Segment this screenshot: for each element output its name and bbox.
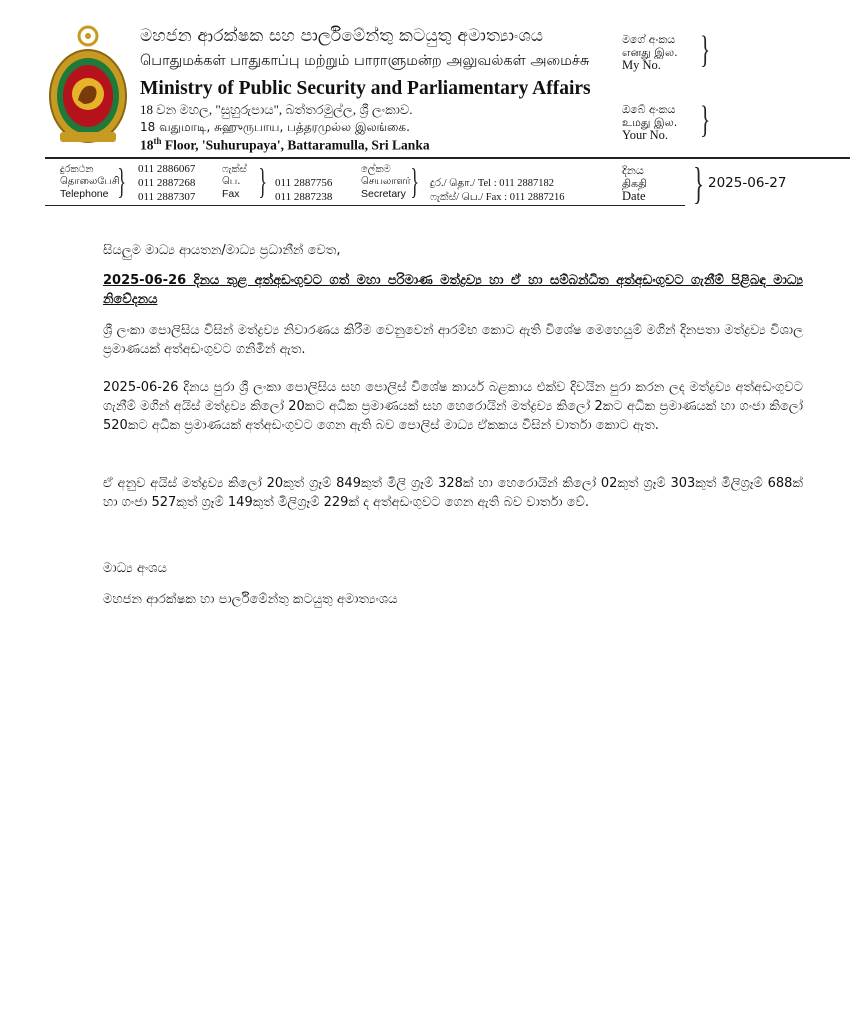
telephone-label	[60, 164, 120, 200]
my-no-label-en: My No.	[622, 58, 661, 72]
paragraph-2: 2025-06-26 දිනය පුරා ශ්‍රී ලංකා පොලිසිය සහ පොලිස් විශේෂ කාර්ය බළකාය එක්ව දිවයින පුරා කරන ලද මත්ද්‍රව්‍ය අත්අඩංගුවට ගැනීම් මගින් අයිස් මත්ද්‍රව්‍ය කිලෝ 20කට අධික ප්‍රමාණයක් සහ හෙරොයින් මත්ද්‍රව්‍ය කිලෝ 2කට අධික ප්‍රමාණයක් හා ගංජා කිලෝ 520කට අධික ප්‍රමාණයක් අත්අඩංගුවට ගෙන ඇති බව පොලිස් මාධ්‍ය ඒකකය විසින් වාර්තා කොට ඇත.	[103, 380, 803, 433]
telephone-label-ta: தொலைபேசி	[60, 176, 120, 187]
fax-label-si: ෆැක්ස්	[222, 164, 247, 175]
secretary-label-en: Secretary	[361, 188, 406, 200]
brace-icon: }	[693, 159, 704, 208]
header-divider	[45, 157, 850, 159]
telephone-label-en: Telephone	[60, 188, 109, 200]
fax-numbers	[275, 176, 332, 204]
fax-number: 011 2887238	[275, 191, 333, 203]
your-number-field	[622, 99, 711, 142]
date-label-ta: திகதி	[622, 177, 648, 190]
ministry-signature: මහජන ආරක්ෂක හා පාර්ලිමේන්තු කටයුතු අමාත්‍යංශය	[103, 592, 398, 607]
sri-lanka-emblem-icon	[46, 24, 130, 146]
brace-icon: }	[258, 161, 267, 201]
subject-heading: 2025-06-26 දිනය තුළ අත්අඩංගුවට ගත් මහා පරිමාණ මත්ද්‍රව්‍ය හා ඒ හා සම්බන්ධිත අත්අඩංගුවට ගැනීම් පිළිබඳ මාධ්‍ය නිවේදනය	[103, 273, 803, 307]
telephone-number: 011 2887268	[138, 177, 196, 189]
ministry-name-tamil: பொதுமக்கள் பாதுகாப்பு மற்றும் பாராளுமன்ற அலுவல்கள் அமைச்சு	[140, 53, 590, 69]
address-floor-number: 18	[140, 137, 154, 153]
fax-label-en: Fax	[222, 188, 240, 200]
your-no-label-ta: உமது இல.	[622, 116, 678, 129]
my-no-label-ta: எனது இல.	[622, 46, 678, 59]
fax-label	[222, 164, 247, 200]
my-no-label-si: මගේ අංකය	[622, 33, 676, 46]
brace-icon: }	[117, 161, 126, 201]
secretary-fax: ෆැක්ස්/ பெ./ Fax : 011 2887216	[430, 192, 565, 203]
department-signature: මාධ්‍ය අංශය	[103, 561, 167, 576]
secretary-label-ta: செயலாளர்	[361, 176, 411, 187]
brace-icon: }	[700, 99, 711, 141]
address-english	[140, 136, 430, 154]
address-floor-suffix: th	[153, 136, 162, 146]
date-label-en: Date	[622, 189, 646, 203]
contact-divider	[45, 205, 685, 206]
brace-icon: }	[700, 29, 711, 71]
your-no-label-en: Your No.	[622, 128, 668, 142]
paragraph-1: ශ්‍රී ලංකා පොලිසිය විසින් මත්ද්‍රව්‍ය නිවාරණය කිරීම වෙනුවෙන් ආරම්භ කොට ඇති විශේෂ මෙහෙයුම් මගින් දිනපතා මත්ද්‍රව්‍ය විශාල ප්‍රමාණයක් අත්අඩංගුවට ගනිමින් ඇත.	[103, 323, 803, 357]
address-sinhala: 18 වන මහල, "සුහුරුපාය", බත්තරමුල්ල, ශ්‍රී ලංකාව.	[140, 102, 413, 117]
salutation: සියලුම මාධ්‍ය ආයතන/මාධ්‍ය ප්‍රධානීන් වෙත,	[103, 243, 341, 258]
letter-date: 2025-06-27	[708, 175, 787, 191]
telephone-number: 011 2886067	[138, 163, 196, 175]
secretary-numbers	[430, 177, 564, 205]
date-label-si: දිනය	[622, 164, 644, 177]
brace-icon: }	[410, 161, 419, 201]
telephone-numbers	[138, 162, 195, 204]
address-tamil: 18 வதுமாடி, சுஹுருபாய, பத்தரமுல்ல இலங்கை.	[140, 120, 410, 134]
ministry-name-sinhala: මහජන ආරක්ෂක සහ පාර්ලිමේන්තු කටයුතු අමාත්‍යාංශය	[140, 26, 544, 46]
my-number-field	[622, 29, 711, 72]
paragraph-3: ඒ අනුව අයිස් මත්ද්‍රව්‍ය කිලෝ 20කුත් ග්‍රෑම් 849කුත් මිලි ග්‍රෑම් 328ක් හා හෙරොයින් කිලෝ 02කුත් ග්‍රෑම් 303කුත් මිලිග්‍රෑම් 688ක් හා ගංජා 527කුත් ග්‍රෑම් 149කුත් මිලිග්‍රෑම් 229ක් ද අත්අඩංගුවට ගෙන ඇති බව වාර්තා වේ.	[103, 476, 803, 510]
fax-number: 011 2887756	[275, 177, 333, 189]
your-no-label-si: ඔබේ අංකය	[622, 103, 676, 116]
ministry-name-english: Ministry of Public Security and Parliamentary Affairs	[140, 78, 591, 99]
telephone-number: 011 2887307	[138, 191, 196, 203]
date-label	[622, 164, 647, 203]
address-rest: Floor, 'Suhurupaya', Battaramulla, Sri Lanka	[161, 137, 430, 153]
telephone-label-si: දුරකථන	[60, 164, 94, 175]
fax-label-ta: பெ.	[222, 176, 241, 187]
secretary-label	[361, 164, 411, 200]
secretary-label-si: ලේකම	[361, 164, 391, 175]
secretary-tel: දුර./ தொ./ Tel : 011 2887182	[430, 178, 554, 189]
